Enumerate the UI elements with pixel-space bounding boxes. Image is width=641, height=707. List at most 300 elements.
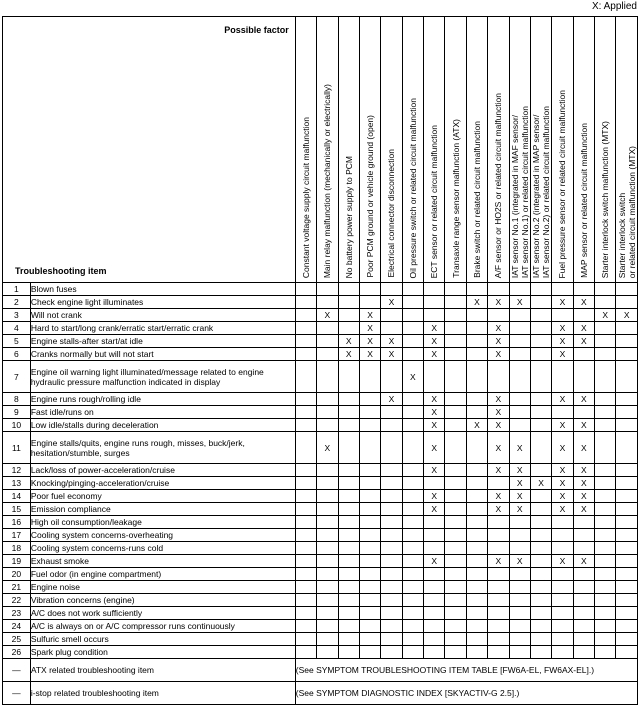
empty-cell <box>402 594 423 607</box>
empty-cell <box>402 529 423 542</box>
item-line: Sulfuric smell occurs <box>30 634 109 644</box>
empty-cell <box>424 581 445 594</box>
empty-cell <box>509 361 530 393</box>
item-line: Engine stalls-after start/at idle <box>30 336 143 346</box>
empty-cell <box>338 529 359 542</box>
empty-cell <box>317 529 338 542</box>
empty-cell <box>488 283 509 296</box>
empty-cell <box>616 490 638 503</box>
empty-cell <box>359 581 380 594</box>
empty-cell <box>445 309 466 322</box>
troubleshooting-item <box>30 393 295 406</box>
empty-cell <box>552 406 573 419</box>
empty-cell <box>530 542 551 555</box>
factor-label <box>510 106 530 278</box>
item-line: Cooling system concerns-overheating <box>30 530 174 540</box>
empty-cell <box>616 607 638 620</box>
empty-cell <box>402 322 423 335</box>
item-line: Fuel odor (in engine compartment) <box>30 569 162 579</box>
empty-cell <box>552 646 573 659</box>
reference-note: (See SYMPTOM TROUBLESHOOTING ITEM TABLE [FW6A-EL, FW6AX-EL].) <box>295 659 637 682</box>
empty-cell <box>402 464 423 477</box>
applied-mark: X <box>488 555 509 568</box>
empty-cell <box>530 432 551 464</box>
empty-cell <box>466 348 487 361</box>
row-number: 12 <box>3 464 31 477</box>
table-row <box>3 406 638 419</box>
empty-cell <box>595 620 616 633</box>
empty-cell <box>445 555 466 568</box>
empty-cell <box>381 419 402 432</box>
table-row <box>3 393 638 406</box>
empty-cell <box>573 633 594 646</box>
empty-cell <box>295 348 316 361</box>
empty-cell <box>595 581 616 594</box>
table-row <box>3 542 638 555</box>
empty-cell <box>530 348 551 361</box>
empty-cell <box>359 607 380 620</box>
empty-cell <box>445 348 466 361</box>
empty-cell <box>466 633 487 646</box>
item-line: Spark plug condition <box>30 647 108 657</box>
empty-cell <box>381 477 402 490</box>
troubleshooting-item <box>30 432 295 464</box>
empty-cell <box>381 529 402 542</box>
empty-cell <box>445 646 466 659</box>
applied-mark: X <box>402 361 423 393</box>
empty-cell <box>317 620 338 633</box>
empty-cell <box>445 607 466 620</box>
empty-cell <box>466 529 487 542</box>
empty-cell <box>616 464 638 477</box>
applied-mark: X <box>552 464 573 477</box>
empty-cell <box>424 309 445 322</box>
empty-cell <box>488 529 509 542</box>
empty-cell <box>552 542 573 555</box>
empty-cell <box>573 620 594 633</box>
empty-cell <box>530 607 551 620</box>
empty-cell <box>295 296 316 309</box>
empty-cell <box>445 503 466 516</box>
factor-label <box>344 156 354 278</box>
empty-cell <box>616 529 638 542</box>
applied-mark: X <box>488 335 509 348</box>
empty-cell <box>445 361 466 393</box>
empty-cell <box>359 568 380 581</box>
empty-cell <box>402 283 423 296</box>
row-number: 1 <box>3 283 31 296</box>
troubleshooting-item <box>30 322 295 335</box>
empty-cell <box>381 607 402 620</box>
empty-cell <box>445 529 466 542</box>
empty-cell <box>530 646 551 659</box>
empty-cell <box>616 516 638 529</box>
item-line: Cranks normally but will not start <box>30 349 154 359</box>
empty-cell <box>445 633 466 646</box>
item-line: Engine runs rough/rolling idle <box>30 394 141 404</box>
factor-label-line: or related circuit malfunction (MTX) <box>626 145 637 278</box>
applied-mark: X <box>573 432 594 464</box>
empty-cell <box>595 503 616 516</box>
empty-cell <box>616 361 638 393</box>
empty-cell <box>338 406 359 419</box>
empty-cell <box>359 555 380 568</box>
empty-cell <box>295 419 316 432</box>
factor-label-line: ECT sensor or related circuit malfunction <box>429 124 440 278</box>
empty-cell <box>552 283 573 296</box>
empty-cell <box>616 542 638 555</box>
row-number: 5 <box>3 335 31 348</box>
troubleshooting-item <box>30 490 295 503</box>
row-number: 2 <box>3 296 31 309</box>
empty-cell <box>466 646 487 659</box>
empty-cell <box>595 490 616 503</box>
empty-cell <box>338 568 359 581</box>
applied-mark: X <box>424 555 445 568</box>
empty-cell <box>466 568 487 581</box>
empty-cell <box>509 309 530 322</box>
factor-label-line: No battery power supply to PCM <box>343 155 354 278</box>
empty-cell <box>338 309 359 322</box>
applied-mark: X <box>573 490 594 503</box>
applied-mark: X <box>616 309 638 322</box>
empty-cell <box>466 581 487 594</box>
applied-mark: X <box>317 309 338 322</box>
table-row <box>3 477 638 490</box>
empty-cell <box>616 335 638 348</box>
empty-cell <box>424 542 445 555</box>
empty-cell <box>338 477 359 490</box>
factor-label <box>600 121 610 278</box>
applied-mark: X <box>424 464 445 477</box>
applied-mark: X <box>488 490 509 503</box>
empty-cell <box>381 516 402 529</box>
empty-cell <box>317 477 338 490</box>
empty-cell <box>530 490 551 503</box>
factor-label <box>386 149 396 278</box>
empty-cell <box>381 555 402 568</box>
row-number: 9 <box>3 406 31 419</box>
empty-cell <box>595 406 616 419</box>
applied-mark: X <box>424 490 445 503</box>
applied-mark: X <box>488 322 509 335</box>
applied-mark: X <box>381 335 402 348</box>
applied-mark: X <box>573 393 594 406</box>
applied-mark: X <box>338 335 359 348</box>
empty-cell <box>552 568 573 581</box>
empty-cell <box>616 393 638 406</box>
empty-cell <box>466 361 487 393</box>
row-number: 18 <box>3 542 31 555</box>
empty-cell <box>466 490 487 503</box>
table-row <box>3 322 638 335</box>
row-number: — <box>3 659 31 682</box>
empty-cell <box>402 432 423 464</box>
factor-label <box>429 125 439 278</box>
table-row <box>3 419 638 432</box>
empty-cell <box>381 309 402 322</box>
empty-cell <box>424 633 445 646</box>
empty-cell <box>295 361 316 393</box>
factor-column-header <box>616 17 638 283</box>
item-line: Vibration concerns (engine) <box>30 595 135 605</box>
item-line: Lack/loss of power-acceleration/cruise <box>30 465 175 475</box>
empty-cell <box>317 542 338 555</box>
applied-mark: X <box>488 419 509 432</box>
empty-cell <box>317 581 338 594</box>
empty-cell <box>338 633 359 646</box>
row-number: 16 <box>3 516 31 529</box>
factor-column-header <box>552 17 573 283</box>
empty-cell <box>381 490 402 503</box>
factor-label <box>408 98 418 278</box>
troubleshooting-item <box>30 529 295 542</box>
empty-cell <box>573 542 594 555</box>
item-line: Engine noise <box>30 582 80 592</box>
factor-label-line: Fuel pressure sensor or related circuit malfunction <box>557 89 568 278</box>
corner-header <box>3 17 296 283</box>
empty-cell <box>317 296 338 309</box>
empty-cell <box>317 406 338 419</box>
empty-cell <box>573 581 594 594</box>
empty-cell <box>317 348 338 361</box>
empty-cell <box>488 568 509 581</box>
empty-cell <box>509 516 530 529</box>
empty-cell <box>616 283 638 296</box>
empty-cell <box>595 393 616 406</box>
empty-cell <box>381 620 402 633</box>
empty-cell <box>402 406 423 419</box>
empty-cell <box>338 607 359 620</box>
troubleshooting-item <box>30 581 295 594</box>
empty-cell <box>317 283 338 296</box>
empty-cell <box>509 581 530 594</box>
applied-mark: X <box>552 555 573 568</box>
factor-column-header <box>530 17 551 283</box>
factor-label-line: Poor PCM ground or vehicle ground (open) <box>365 115 376 278</box>
factor-label <box>365 115 375 278</box>
empty-cell <box>552 620 573 633</box>
empty-cell <box>317 335 338 348</box>
empty-cell <box>402 633 423 646</box>
empty-cell <box>381 322 402 335</box>
troubleshooting-item <box>30 503 295 516</box>
empty-cell <box>295 607 316 620</box>
empty-cell <box>359 516 380 529</box>
applied-mark: X <box>552 490 573 503</box>
empty-cell <box>616 348 638 361</box>
empty-cell <box>616 568 638 581</box>
applied-mark: X <box>552 322 573 335</box>
applied-mark: X <box>381 393 402 406</box>
applied-mark: X <box>488 406 509 419</box>
empty-cell <box>616 633 638 646</box>
factor-column-header <box>488 17 509 283</box>
empty-cell <box>595 432 616 464</box>
empty-cell <box>295 503 316 516</box>
empty-cell <box>552 516 573 529</box>
factor-label-line: A/F sensor or HO2S or related circuit malfunction <box>493 92 504 278</box>
empty-cell <box>317 594 338 607</box>
troubleshooting-item <box>30 620 295 633</box>
item-line: Check engine light illuminates <box>30 297 144 307</box>
empty-cell <box>509 633 530 646</box>
factor-label <box>617 146 637 278</box>
table-row <box>3 568 638 581</box>
empty-cell <box>295 568 316 581</box>
applied-mark: X <box>466 296 487 309</box>
empty-cell <box>488 633 509 646</box>
empty-cell <box>424 283 445 296</box>
item-line: hydraulic pressure malfunction indicated in display <box>30 376 221 387</box>
empty-cell <box>466 464 487 477</box>
applied-mark: X <box>509 503 530 516</box>
empty-cell <box>381 542 402 555</box>
row-number: 8 <box>3 393 31 406</box>
empty-cell <box>381 633 402 646</box>
item-line: A/C is always on or A/C compressor runs continuously <box>30 621 235 631</box>
applied-mark: X <box>488 296 509 309</box>
applied-mark: X <box>424 503 445 516</box>
empty-cell <box>445 516 466 529</box>
troubleshooting-matrix <box>2 16 638 705</box>
empty-cell <box>359 503 380 516</box>
empty-cell <box>359 464 380 477</box>
applied-mark: X <box>573 296 594 309</box>
item-line: High oil consumption/leakage <box>30 517 142 527</box>
empty-cell <box>424 529 445 542</box>
table-row <box>3 361 638 393</box>
empty-cell <box>317 516 338 529</box>
table-row <box>3 659 638 682</box>
empty-cell <box>466 477 487 490</box>
empty-cell <box>616 419 638 432</box>
empty-cell <box>530 309 551 322</box>
applied-mark: X <box>488 503 509 516</box>
empty-cell <box>530 322 551 335</box>
empty-cell <box>616 322 638 335</box>
empty-cell <box>573 348 594 361</box>
empty-cell <box>595 296 616 309</box>
empty-cell <box>295 581 316 594</box>
factor-label-line: IAT sensor No.1) or related circuit malfunction <box>519 105 530 278</box>
empty-cell <box>616 555 638 568</box>
empty-cell <box>466 516 487 529</box>
empty-cell <box>338 581 359 594</box>
empty-cell <box>317 555 338 568</box>
factor-column-header <box>424 17 445 283</box>
empty-cell <box>317 419 338 432</box>
empty-cell <box>595 477 616 490</box>
empty-cell <box>338 555 359 568</box>
empty-cell <box>509 529 530 542</box>
applied-mark: X <box>381 296 402 309</box>
empty-cell <box>530 594 551 607</box>
empty-cell <box>573 529 594 542</box>
empty-cell <box>509 419 530 432</box>
factor-label-line: Main relay malfunction (mechanically or electrically) <box>322 83 333 278</box>
factor-label-line: IAT sensor No.2 (integrated in MAP sensor/ <box>531 114 542 278</box>
empty-cell <box>573 568 594 581</box>
empty-cell <box>595 607 616 620</box>
empty-cell <box>530 633 551 646</box>
empty-cell <box>424 594 445 607</box>
table-row <box>3 646 638 659</box>
factor-label <box>472 121 482 278</box>
empty-cell <box>509 646 530 659</box>
empty-cell <box>445 296 466 309</box>
empty-cell <box>530 568 551 581</box>
empty-cell <box>359 490 380 503</box>
troubleshooting-item <box>30 646 295 659</box>
applied-mark: X <box>552 432 573 464</box>
empty-cell <box>295 393 316 406</box>
item-line: i-stop related troubleshooting item <box>30 688 159 698</box>
item-line: ATX related troubleshooting item <box>30 665 154 675</box>
empty-cell <box>338 490 359 503</box>
row-number: 20 <box>3 568 31 581</box>
empty-cell <box>509 322 530 335</box>
applied-mark: X <box>488 348 509 361</box>
empty-cell <box>552 607 573 620</box>
row-number: 13 <box>3 477 31 490</box>
empty-cell <box>616 503 638 516</box>
empty-cell <box>488 607 509 620</box>
empty-cell <box>359 529 380 542</box>
row-number: 11 <box>3 432 31 464</box>
item-line: Poor fuel economy <box>30 491 102 501</box>
empty-cell <box>338 594 359 607</box>
table-row <box>3 594 638 607</box>
empty-cell <box>595 361 616 393</box>
troubleshooting-item-label: Troubleshooting item <box>15 266 107 276</box>
troubleshooting-item <box>30 594 295 607</box>
empty-cell <box>317 393 338 406</box>
applied-mark: X <box>530 477 551 490</box>
empty-cell <box>445 432 466 464</box>
empty-cell <box>359 393 380 406</box>
empty-cell <box>466 432 487 464</box>
empty-cell <box>338 283 359 296</box>
factor-column-header <box>338 17 359 283</box>
factor-label-line: IAT sensor No.1 (integrated in MAF sensor/ <box>509 114 520 278</box>
empty-cell <box>445 477 466 490</box>
empty-cell <box>595 348 616 361</box>
empty-cell <box>295 477 316 490</box>
table-row <box>3 555 638 568</box>
troubleshooting-item <box>30 335 295 348</box>
empty-cell <box>616 432 638 464</box>
item-line: Hard to start/long crank/erratic start/erratic crank <box>30 323 214 333</box>
empty-cell <box>595 419 616 432</box>
empty-cell <box>402 516 423 529</box>
factor-column-header <box>359 17 380 283</box>
applied-mark: X <box>509 477 530 490</box>
table-row <box>3 309 638 322</box>
applied-mark: X <box>424 335 445 348</box>
empty-cell <box>317 568 338 581</box>
factor-label-line: Electrical connector disconnection <box>386 149 397 278</box>
row-number: 26 <box>3 646 31 659</box>
troubleshooting-item <box>30 348 295 361</box>
empty-cell <box>359 432 380 464</box>
empty-cell <box>445 542 466 555</box>
applied-mark: X <box>552 477 573 490</box>
empty-cell <box>466 503 487 516</box>
empty-cell <box>424 646 445 659</box>
empty-cell <box>595 283 616 296</box>
applied-mark: X <box>359 335 380 348</box>
